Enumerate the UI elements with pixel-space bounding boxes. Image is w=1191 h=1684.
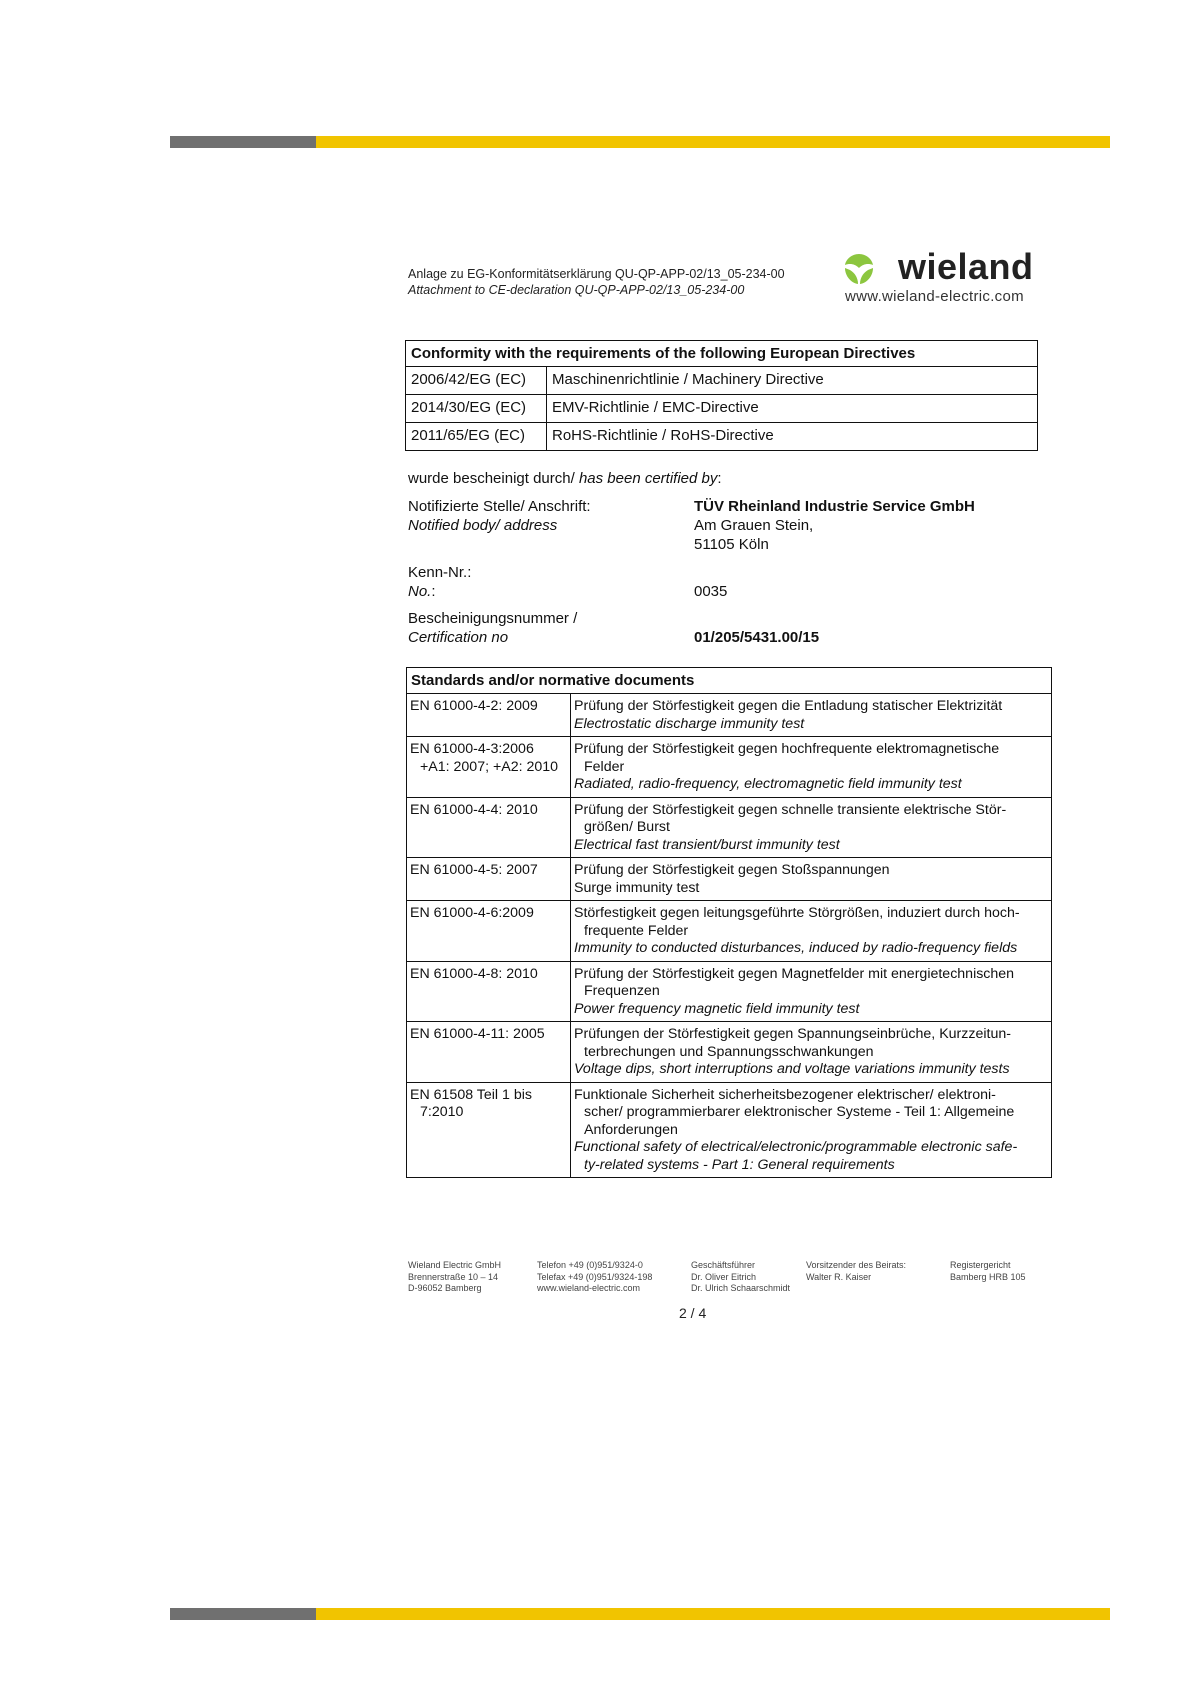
table-row xyxy=(407,858,1052,901)
notified-body-name: TÜV Rheinland Industrie Service GmbH xyxy=(694,498,975,515)
description-en: Immunity to conducted disturbances, induced by radio-frequency fields xyxy=(574,940,1018,956)
footer-board xyxy=(806,1260,906,1283)
id-label-en: No. xyxy=(408,583,432,600)
standards-table xyxy=(406,667,1052,1178)
header-line-en: Attachment to CE-declaration QU-QP-APP-02/13_05-234-00 xyxy=(408,283,745,297)
description-en: Power frequency magnetic field immunity test xyxy=(574,1000,860,1017)
certified-intro-en: has been certified by xyxy=(578,470,718,487)
footer-register xyxy=(950,1260,1026,1283)
directive-name: RoHS-Richtlinie / RoHS-Directive xyxy=(547,423,1038,451)
certification-number-block xyxy=(408,609,1048,649)
standard-description xyxy=(571,961,1052,1022)
standard-id xyxy=(407,694,571,737)
certified-intro xyxy=(408,470,722,487)
description-en: Electrical fast transient/burst immunity test xyxy=(574,836,840,853)
standard-description xyxy=(571,901,1052,962)
standards-title: Standards and/or normative documents xyxy=(407,668,1052,694)
id-value: 0035 xyxy=(694,583,728,600)
footer-line: Dr. Oliver Eitrich xyxy=(691,1271,757,1282)
footer-line: www.wieland-electric.com xyxy=(537,1283,641,1293)
table-row xyxy=(407,901,1052,962)
footer-line: Dr. Ulrich Schaarschmidt xyxy=(691,1283,791,1293)
cert-value: 01/205/5431.00/15 xyxy=(694,629,820,646)
top-color-bar xyxy=(170,136,1110,148)
directive-code: 2011/65/EG (EC) xyxy=(406,423,547,451)
table-row xyxy=(407,1022,1052,1083)
standard-id-line: EN 61000-4-3:2006 xyxy=(410,741,534,757)
footer-line: Wieland Electric GmbH xyxy=(408,1260,502,1270)
footer-management xyxy=(691,1260,790,1295)
standard-id-line: EN 61000-4-8: 2010 xyxy=(410,965,538,982)
cert-label-en: Certification no xyxy=(408,629,509,646)
standard-id-line: EN 61000-4-4: 2010 xyxy=(410,801,538,818)
description-de: Prüfung der Störfestigkeit gegen hochfrequente elektromagnetische xyxy=(574,741,1000,757)
footer-line: Telefax +49 (0)951/9324-198 xyxy=(537,1271,653,1282)
logo-wordmark: wieland xyxy=(898,246,1034,287)
description-en: Electrostatic discharge immunity test xyxy=(574,715,805,732)
header-line-de: Anlage zu EG-Konformitätserklärung QU-QP-APP-02/13_05-234-00 xyxy=(408,267,785,281)
footer-line: Geschäftsführer xyxy=(691,1260,756,1270)
footer-line: Bamberg HRB 105 xyxy=(950,1271,1026,1282)
table-row xyxy=(407,1082,1052,1178)
standard-id xyxy=(407,961,571,1022)
directive-name: EMV-Richtlinie / EMC-Directive xyxy=(547,395,1038,423)
footer-line: Vorsitzender des Beirats: xyxy=(806,1260,907,1270)
directive-code: 2006/42/EG (EC) xyxy=(406,367,547,395)
standard-id-line: EN 61000-4-2: 2009 xyxy=(410,698,538,714)
directives-title: Conformity with the requirements of the following European Directives xyxy=(406,341,1038,367)
standard-id-line: +A1: 2007; +A2: 2010 xyxy=(420,758,559,775)
notified-body-street: Am Grauen Stein, xyxy=(694,517,814,534)
standard-id xyxy=(407,901,571,962)
notified-label-de: Notifizierte Stelle/ Anschrift: xyxy=(408,498,591,515)
footer-line: Registergericht xyxy=(950,1260,1011,1270)
table-row xyxy=(406,367,1038,395)
table-row xyxy=(407,961,1052,1022)
description-de: Funktionale Sicherheit sicherheitsbezogener elektrischer/ elektroni- xyxy=(574,1086,996,1103)
standard-id-line: EN 61000-4-11: 2005 xyxy=(410,1026,545,1042)
table-row xyxy=(406,395,1038,423)
id-number-block xyxy=(408,563,1048,603)
directive-code: 2014/30/EG (EC) xyxy=(406,395,547,423)
standard-description xyxy=(571,694,1052,737)
description-en: ty-related systems - Part 1: General requirements xyxy=(584,1156,895,1173)
standard-description xyxy=(571,1022,1052,1083)
standard-id-line: EN 61000-4-6:2009 xyxy=(410,905,534,921)
top-bar-gray-segment xyxy=(170,136,316,148)
certified-intro-colon: : xyxy=(717,470,722,487)
description-de: terbrechungen und Spannungsschwankungen xyxy=(584,1043,874,1060)
id-label-colon: : xyxy=(431,583,436,600)
footer-contact xyxy=(537,1260,652,1295)
standard-id xyxy=(407,737,571,798)
description-de: frequente Felder xyxy=(584,922,689,939)
certified-intro-de: wurde bescheinigt durch/ xyxy=(408,470,579,487)
standard-description xyxy=(571,1082,1052,1178)
standard-id xyxy=(407,1082,571,1178)
bottom-bar-yellow-segment xyxy=(316,1608,1110,1620)
table-row xyxy=(407,737,1052,798)
document-header xyxy=(408,266,785,298)
wieland-logo-icon xyxy=(842,252,876,286)
logo-url: www.wieland-electric.com xyxy=(845,288,1024,305)
page-number: 2 / 4 xyxy=(679,1305,707,1321)
footer-line: Walter R. Kaiser xyxy=(806,1271,872,1282)
description-de: Frequenzen xyxy=(584,983,660,999)
footer-line: D-96052 Bamberg xyxy=(408,1283,482,1293)
description-en: Voltage dips, short interruptions and voltage variations immunity tests xyxy=(574,1061,1010,1077)
notified-body-city: 51105 Köln xyxy=(694,536,769,553)
standard-id-line: 7:2010 xyxy=(420,1104,464,1120)
directives-table xyxy=(405,340,1038,451)
standard-id xyxy=(407,797,571,858)
cert-label-de: Bescheinigungsnummer / xyxy=(408,610,578,627)
description-en: Surge immunity test xyxy=(574,879,700,896)
footer-company xyxy=(408,1260,501,1295)
bottom-bar-gray-segment xyxy=(170,1608,316,1620)
description-de: Felder xyxy=(584,758,625,775)
standard-id-line: EN 61508 Teil 1 bis xyxy=(410,1086,532,1103)
table-row xyxy=(407,694,1052,737)
wieland-logo xyxy=(842,246,1042,310)
notified-body-block xyxy=(408,497,1048,557)
standard-id xyxy=(407,858,571,901)
standard-id-line: EN 61000-4-5: 2007 xyxy=(410,862,538,878)
bottom-color-bar xyxy=(170,1608,1110,1620)
directive-name: Maschinenrichtlinie / Machinery Directive xyxy=(547,367,1038,395)
description-de: Prüfung der Störfestigkeit gegen Magnetfelder mit energietechnischen xyxy=(574,965,1015,982)
description-de: Anforderungen xyxy=(584,1121,678,1138)
table-row xyxy=(406,423,1038,451)
description-de: Prüfung der Störfestigkeit gegen die Entladung statischer Elektrizität xyxy=(574,698,1003,714)
description-en: Functional safety of electrical/electronic/programmable electronic safe- xyxy=(574,1139,1018,1155)
table-row xyxy=(407,797,1052,858)
id-label-de: Kenn-Nr.: xyxy=(408,564,472,581)
description-de: Prüfungen der Störfestigkeit gegen Spannungseinbrüche, Kurzzeitun- xyxy=(574,1026,1011,1042)
description-de: Prüfung der Störfestigkeit gegen Stoßspannungen xyxy=(574,862,890,878)
standard-id xyxy=(407,1022,571,1083)
footer-line: Telefon +49 (0)951/9324-0 xyxy=(537,1260,643,1270)
top-bar-yellow-segment xyxy=(316,136,1110,148)
standard-description xyxy=(571,858,1052,901)
footer-line: Brennerstraße 10 – 14 xyxy=(408,1271,499,1282)
svg-text:W: W xyxy=(854,268,864,279)
description-en: Radiated, radio-frequency, electromagnetic field immunity test xyxy=(574,776,962,792)
description-de: Prüfung der Störfestigkeit gegen schnelle transiente elektrische Stör- xyxy=(574,801,1007,818)
description-de: größen/ Burst xyxy=(584,819,670,835)
description-de: Störfestigkeit gegen leitungsgeführte Störgrößen, induziert durch hoch- xyxy=(574,905,1020,921)
notified-label-en: Notified body/ address xyxy=(408,517,558,534)
standard-description xyxy=(571,737,1052,798)
standard-description xyxy=(571,797,1052,858)
description-de: scher/ programmierbarer elektronischer Systeme - Teil 1: Allgemeine xyxy=(584,1104,1015,1120)
